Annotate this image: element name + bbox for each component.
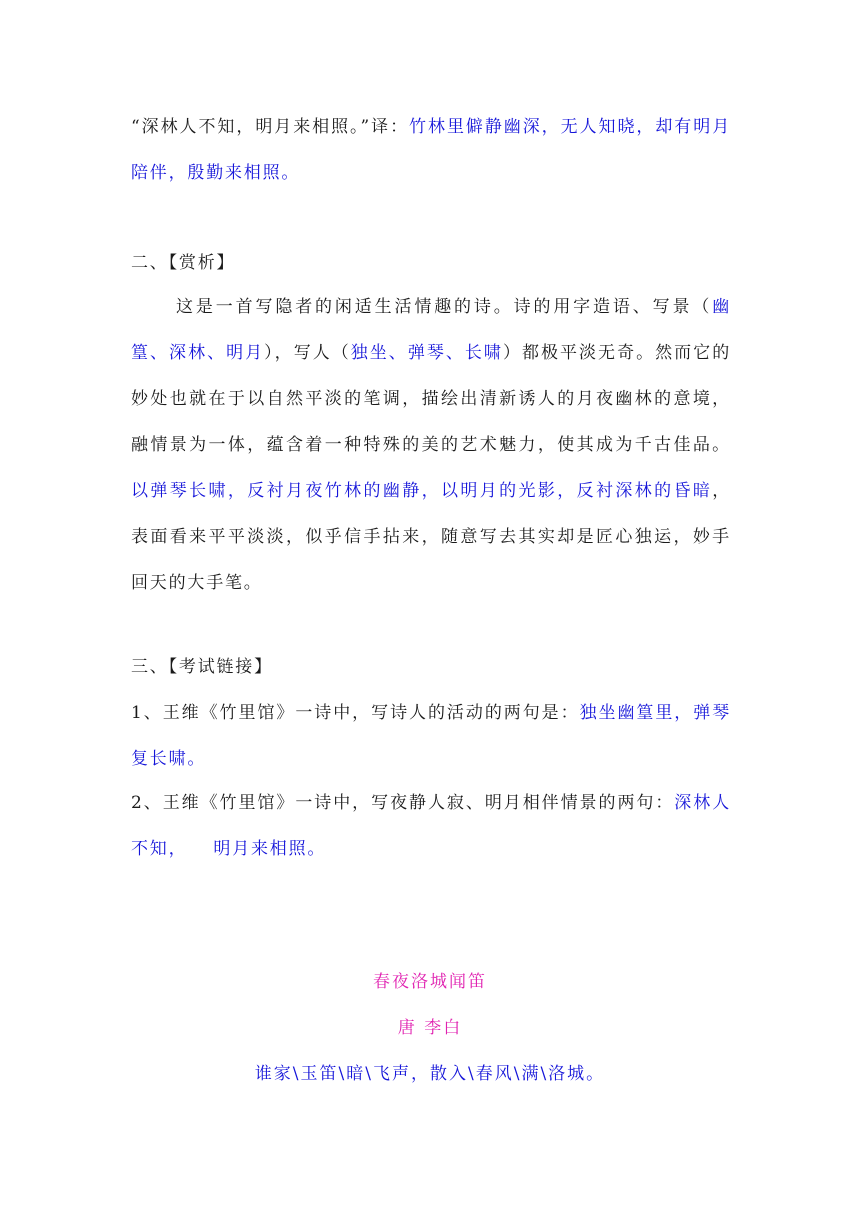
question-1-answer: 独坐幽篁里，弹琴复长啸。 (131, 703, 731, 769)
question-1-text: 1、王维《竹里馆》一诗中，写诗人的活动的两句是： (131, 703, 580, 723)
appreciation-highlight-person: 独坐、弹琴、长啸 (350, 343, 503, 363)
poem-title: 春夜洛城闻笛 (373, 972, 487, 992)
appreciation-paragraph (131, 284, 731, 606)
question-2-answer-part-2: 明月来相照。 (213, 839, 327, 859)
appreciation-heading (131, 240, 731, 286)
appreciation-text-2: ），写人（ (264, 343, 351, 363)
poem-author: 唐 李白 (397, 1018, 463, 1038)
appreciation-highlight-scenery: 幽篁、深林、明月 (131, 297, 731, 363)
translation-paragraph (131, 104, 731, 196)
quote-text: “深林人不知，明月来相照。”译： (131, 117, 410, 137)
exam-heading-text: 三、【考试链接】 (131, 657, 273, 677)
appreciation-text-4: ，表面看来平平淡淡，似乎信手拈来，随意写去其实却是匠心独运，妙手回天的大手笔。 (131, 481, 731, 593)
exam-question-1 (131, 690, 731, 782)
exam-question-2 (131, 780, 731, 872)
question-2-text: 2、王维《竹里馆》一诗中，写夜静人寂、明月相伴情景的两句： (131, 793, 675, 813)
question-2-answer-part-1: 深林人不知， (131, 793, 731, 859)
appreciation-text-3: ）都极平淡无奇。然而它的妙处也就在于以自然平淡的笔调，描绘出清新诱人的月夜幽林的意境，融情景为一体，蕴含着一种特殊的美的艺术魅力，使其成为千古佳品。 (131, 343, 731, 455)
poem-line-1: 谁家\玉笛\暗\飞声，散入\春风\满\洛城。 (254, 1064, 606, 1084)
appreciation-text-1: 这是一首写隐者的闲适生活情趣的诗。诗的用字造语、写景（ (175, 297, 713, 317)
appreciation-heading-text: 二、【赏析】 (131, 253, 236, 273)
appreciation-highlight-contrast: 以弹琴长啸，反衬月夜竹林的幽静，以明月的光影，反衬深林的昏暗 (131, 481, 713, 501)
exam-heading (131, 644, 731, 690)
translation-text: 竹林里僻静幽深，无人知晓，却有明月陪伴，殷勤来相照。 (131, 117, 731, 183)
